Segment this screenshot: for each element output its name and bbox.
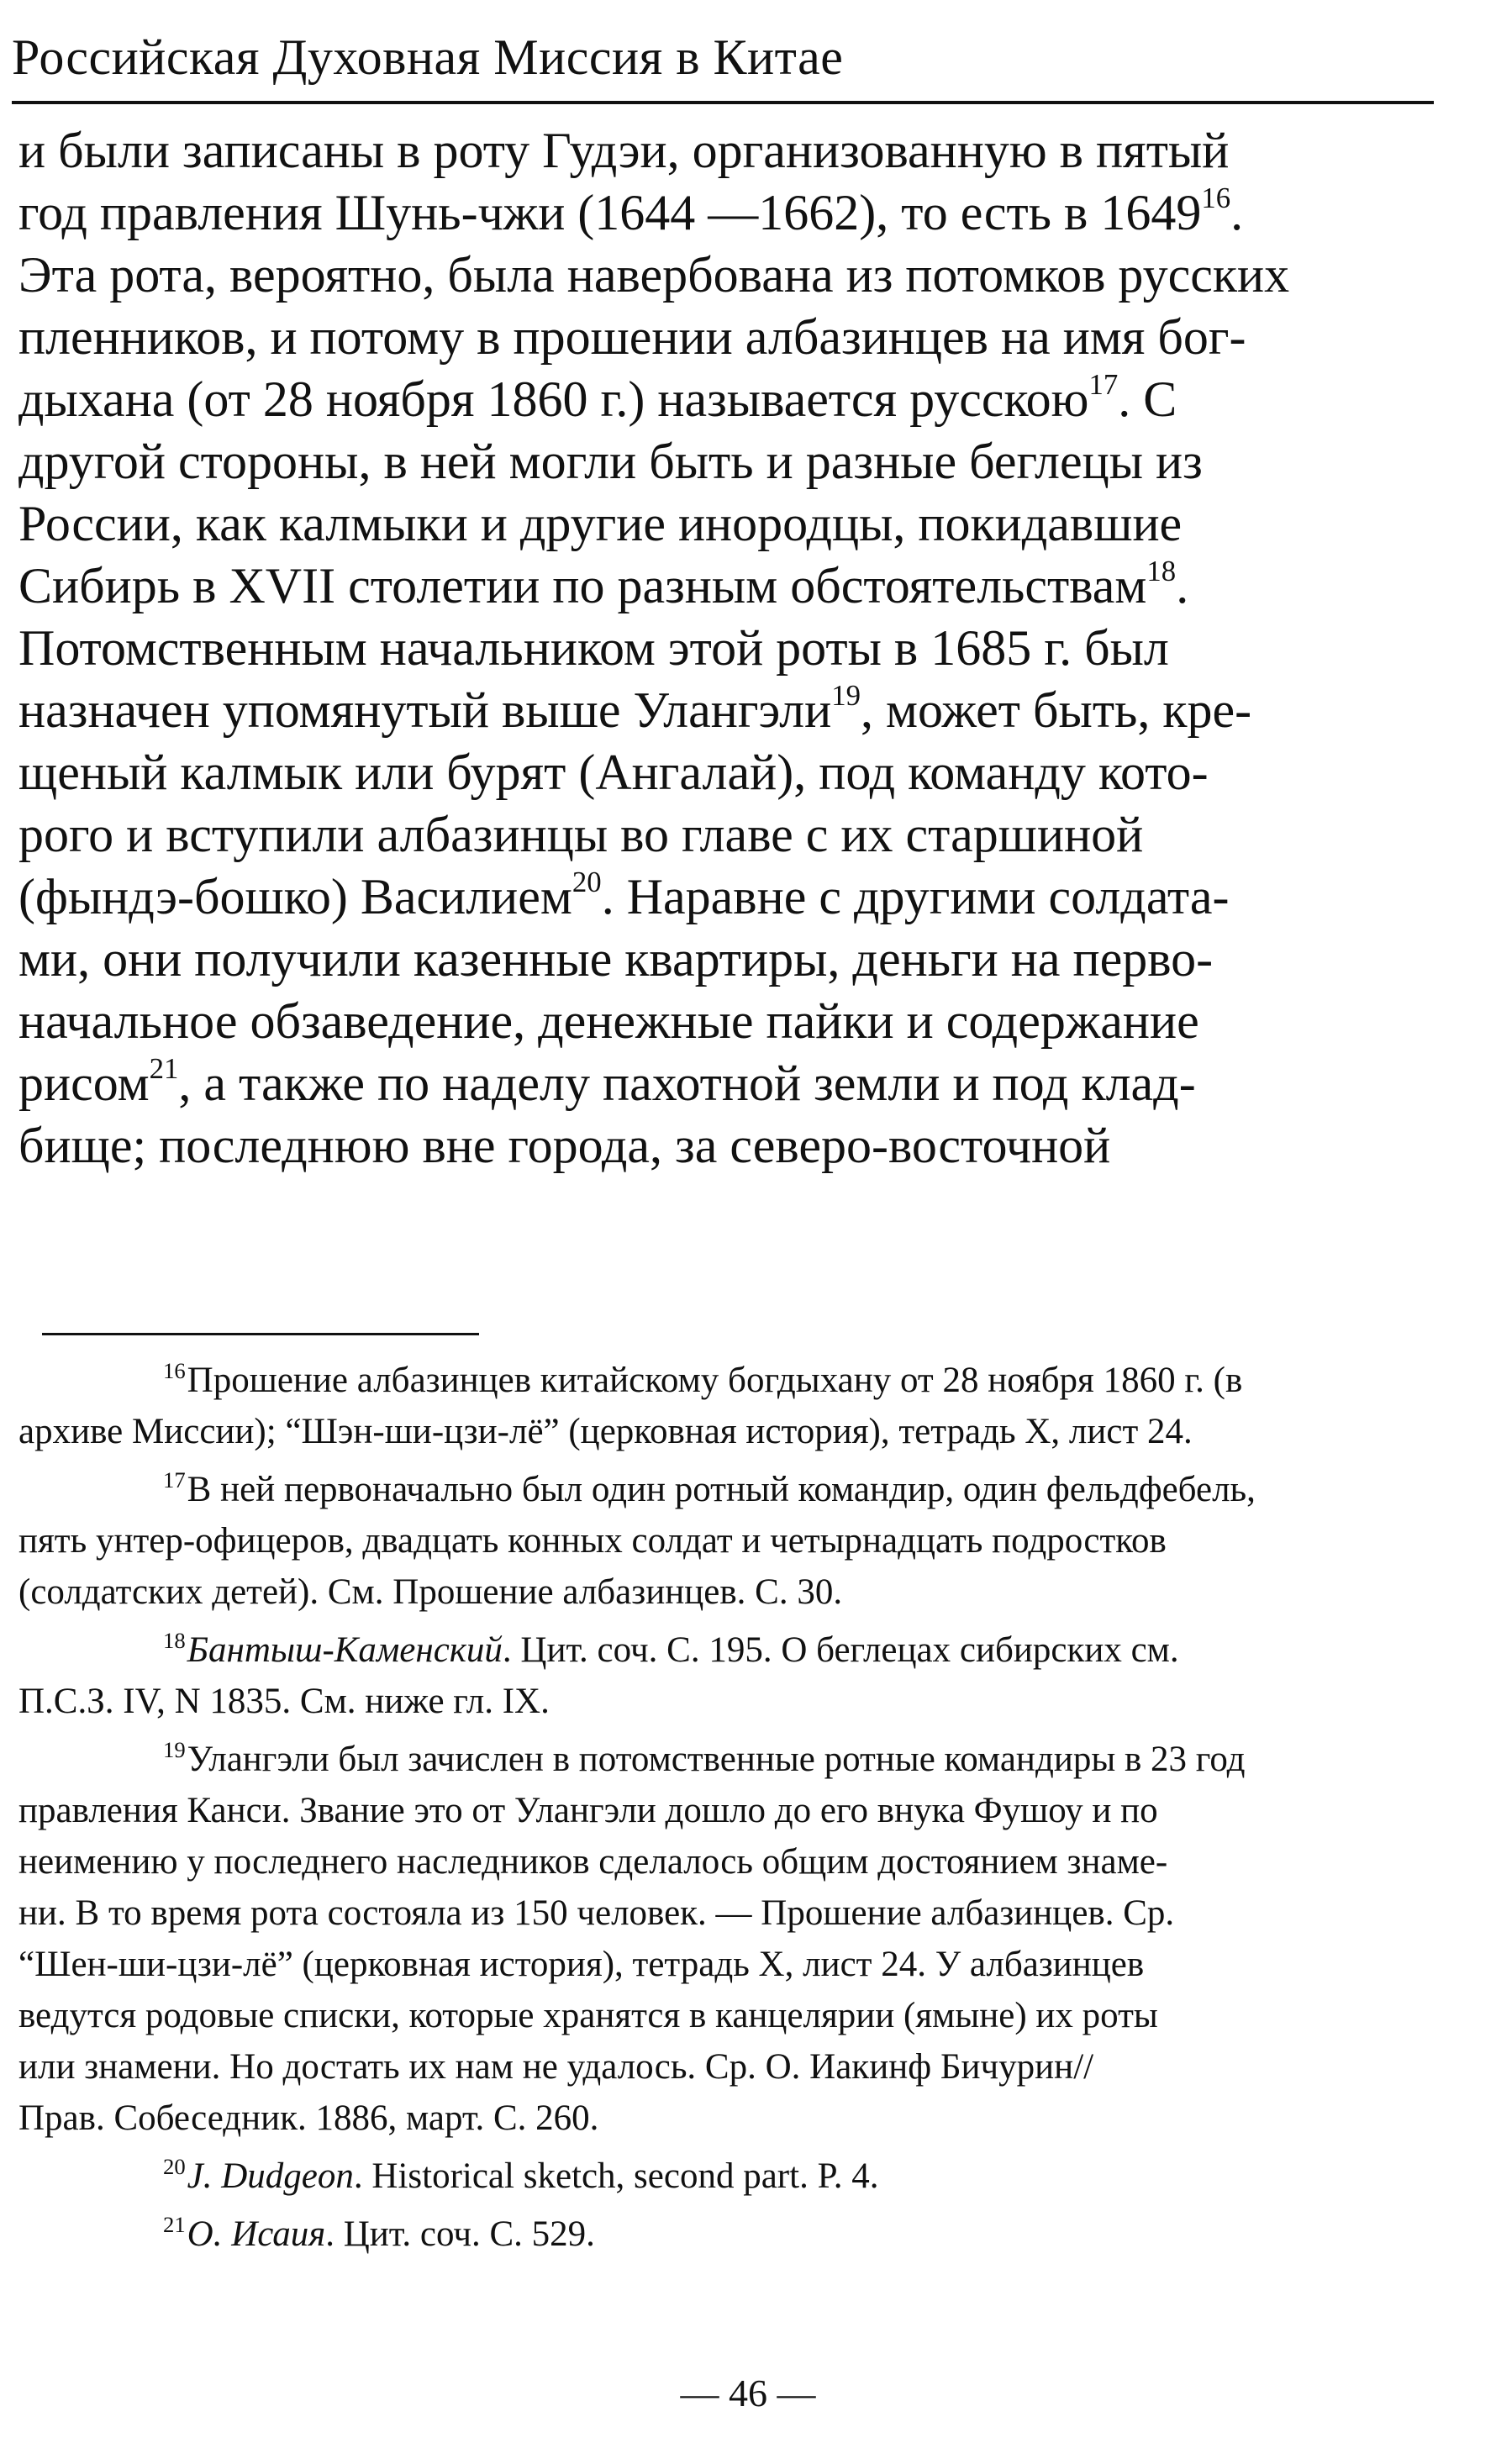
footnote-text: П.С.З. IV, N 1835. См. ниже гл. IX. xyxy=(18,1682,550,1721)
footnote-author: Бантыш-Каменский xyxy=(187,1630,503,1670)
line-text: Сибирь в XVII столетии по разным обстоятельствам xyxy=(18,558,1147,613)
footnote-number: 20 xyxy=(163,2154,186,2180)
footnote-author: О. Исаия xyxy=(187,2214,326,2254)
body-line xyxy=(18,1052,1447,1114)
footnote-ref: 20 xyxy=(572,865,602,898)
footnotes xyxy=(18,1355,1447,2267)
footnote-text: “Шен-ши-цзи-лё” (церковная история), тетрадь X, лист 24. У албазинцев xyxy=(18,1945,1145,1984)
footnote-16 xyxy=(18,1355,1447,1457)
footnote-ref: 17 xyxy=(1088,367,1119,401)
line-text: Потомственным начальником этой роты в 1685 г. был xyxy=(18,620,1169,676)
page-number: — 46 — xyxy=(680,2372,816,2414)
line-text: год правления Шунь-чжи (1644 —1662), то есть в 1649 xyxy=(18,185,1202,240)
footnote-rule xyxy=(42,1333,479,1335)
footnote-author: J. Dudgeon xyxy=(187,2156,354,2196)
line-text: начальное обзаведение, денежные пайки и содержание xyxy=(18,993,1199,1049)
footnote-line xyxy=(18,2041,1447,2093)
footnote-text: . Цит. соч. С. 529. xyxy=(325,2214,595,2254)
footnote-line xyxy=(18,2151,1447,2202)
footnote-21 xyxy=(18,2209,1447,2260)
footnote-text: Прав. Собеседник. 1886, март. С. 260. xyxy=(18,2098,599,2138)
footnote-line xyxy=(18,1785,1447,1836)
header-rule xyxy=(12,101,1434,104)
body-line xyxy=(18,306,1447,368)
footnote-line xyxy=(18,1887,1447,1939)
footnote-text: . Цит. соч. С. 195. О беглецах сибирских см. xyxy=(502,1630,1179,1670)
footnote-number: 18 xyxy=(163,1628,186,1654)
body-line xyxy=(18,244,1447,306)
line-text: ми, они получили казенные квартиры, деньги на перво- xyxy=(18,931,1214,987)
footnote-line xyxy=(18,1624,1447,1676)
footnote-number: 21 xyxy=(163,2212,186,2238)
line-text-after: . С xyxy=(1118,371,1177,427)
body-line xyxy=(18,368,1447,430)
footnote-text: правления Канси. Звание это от Улангэли дошло до его внука Фушоу и по xyxy=(18,1791,1158,1830)
footnote-line xyxy=(18,1676,1447,1727)
footnote-text: Улангэли был зачислен в потомственные ротные командиры в 23 год xyxy=(187,1740,1246,1779)
line-text-after: . xyxy=(1230,185,1244,240)
body-line xyxy=(18,990,1447,1052)
body-line xyxy=(18,1114,1447,1177)
line-text: другой стороны, в ней могли быть и разные беглецы из xyxy=(18,434,1203,489)
line-text: пленников, и потому в прошении албазинцев на имя бог- xyxy=(18,309,1246,365)
footnote-text: или знамени. Но достать их нам не удалось. Ср. О. Иакинф Бичурин// xyxy=(18,2047,1094,2087)
footnote-text: (солдатских детей). См. Прошение албазинцев. С. 30. xyxy=(18,1572,843,1612)
body-line xyxy=(18,679,1447,741)
body-line xyxy=(18,741,1447,803)
footnote-ref: 19 xyxy=(831,678,861,712)
footnote-number: 16 xyxy=(163,1358,186,1384)
footnote-text: пять унтер-офицеров, двадцать конных солдат и четырнадцать подростков xyxy=(18,1521,1167,1561)
footnote-19 xyxy=(18,1734,1447,2144)
footnote-text: В ней первоначально был один ротный командир, один фельдфебель, xyxy=(187,1470,1256,1509)
body-text xyxy=(18,119,1447,1177)
body-line xyxy=(18,182,1447,244)
footnote-text: Прошение албазинцев китайскому богдыхану от 28 ноября 1860 г. (в xyxy=(187,1361,1243,1400)
body-line xyxy=(18,430,1447,492)
footnote-text: архиве Миссии); “Шэн-ши-цзи-лё” (церковная история), тетрадь X, лист 24. xyxy=(18,1412,1193,1451)
body-line xyxy=(18,866,1447,928)
footnote-18 xyxy=(18,1624,1447,1727)
footnote-20 xyxy=(18,2151,1447,2202)
body-line xyxy=(18,119,1447,182)
footnote-ref: 18 xyxy=(1146,554,1177,587)
footnote-number: 19 xyxy=(163,1737,186,1763)
line-text: России, как калмыки и другие инородцы, покидавшие xyxy=(18,496,1183,551)
footnote-line xyxy=(18,2093,1447,2144)
body-line xyxy=(18,492,1447,555)
line-text-after: , а также по наделу пахотной земли и под клад- xyxy=(178,1056,1196,1111)
footnote-ref: 16 xyxy=(1201,181,1231,214)
body-line xyxy=(18,617,1447,679)
footnote-line xyxy=(18,1355,1447,1406)
footnote-text: ведутся родовые списки, которые хранятся в канцелярии (ямыне) их роты xyxy=(18,1996,1158,2035)
footnote-text: . Historical sketch, second part. P. 4. xyxy=(353,2156,879,2196)
footnote-line xyxy=(18,1406,1447,1457)
body-line xyxy=(18,803,1447,866)
running-head: Российская Духовная Миссия в Китае xyxy=(12,29,844,85)
line-text: и были записаны в роту Гудэи, организованную в пятый xyxy=(18,123,1230,178)
line-text-after: . xyxy=(1176,558,1189,613)
footnote-text: неимению у последнего наследников сделалось общим достоянием знаме- xyxy=(18,1842,1168,1882)
footnote-line xyxy=(18,1836,1447,1887)
body-line xyxy=(18,555,1447,617)
line-text: щеный калмык или бурят (Ангалай), под команду кото- xyxy=(18,745,1209,800)
footnote-text: ни. В то время рота состояла из 150 человек. — Прошение албазинцев. Ср. xyxy=(18,1893,1175,1933)
line-text: рисом xyxy=(18,1056,150,1111)
line-text: назначен упомянутый выше Улангэли xyxy=(18,682,832,738)
line-text: дыхана (от 28 ноября 1860 г.) называется русскою xyxy=(18,371,1089,427)
line-text-after: . Наравне с другими солдата- xyxy=(601,869,1230,924)
footnote-line xyxy=(18,1464,1447,1515)
line-text: рого и вступили албазинцы во главе с их старшиной xyxy=(18,807,1144,862)
line-text-after: , может быть, кре- xyxy=(860,682,1252,738)
footnote-line xyxy=(18,1990,1447,2041)
footnote-line xyxy=(18,2209,1447,2260)
footnote-line xyxy=(18,1515,1447,1566)
line-text: бище; последнюю вне города, за северо-восточной xyxy=(18,1118,1111,1173)
line-text: (фындэ-бошко) Василием xyxy=(18,869,572,924)
footnote-line xyxy=(18,1734,1447,1785)
footnote-number: 17 xyxy=(163,1467,186,1493)
footnote-line xyxy=(18,1566,1447,1618)
footnote-ref: 21 xyxy=(149,1051,179,1085)
body-line xyxy=(18,928,1447,990)
footnote-line xyxy=(18,1939,1447,1990)
line-text: Эта рота, вероятно, была навербована из потомков русских xyxy=(18,247,1290,303)
footnote-17 xyxy=(18,1464,1447,1618)
